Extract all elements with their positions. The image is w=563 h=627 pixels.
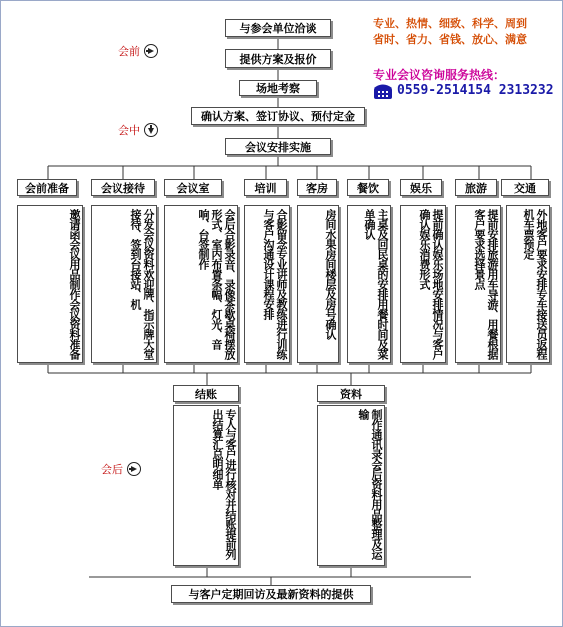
materials-header: 资料 — [317, 385, 385, 402]
stage-during-label: 会中 — [118, 124, 140, 137]
hotline-title: 专业会议咨询服务热线： — [373, 68, 506, 82]
category-header-meeting-room: 会议室 — [164, 179, 222, 196]
settlement-detail: 专人与客户进行核对并结账提前列出结算汇总明细单 — [173, 405, 239, 566]
arrow-right-icon — [144, 44, 158, 58]
stage-before-marker — [118, 43, 158, 59]
stage-after-marker — [101, 461, 141, 477]
category-detail-training: 合影留念专业讲师及教练进行训练与客户沟通设计课程安排 — [244, 205, 290, 363]
step-site-inspection: 场地考察 — [239, 80, 317, 96]
category-detail-rooms: 房间水果房间楼层及房号确认 — [297, 205, 339, 363]
stage-during-marker — [118, 122, 158, 138]
telephone-icon — [373, 82, 393, 100]
category-header-transport: 交通 — [501, 179, 549, 196]
category-header-preparation: 会前准备 — [17, 179, 77, 196]
category-header-training: 培训 — [244, 179, 287, 196]
settlement-header: 结账 — [173, 385, 239, 402]
stage-after-label: 会后 — [101, 463, 123, 476]
step-confirm-contract: 确认方案、签订协议、预付定金 — [191, 107, 365, 125]
arrow-right-icon — [127, 462, 141, 476]
slogan-line-1: 专业、热情、细致、科学、周到 — [373, 17, 527, 30]
final-followup: 与客户定期回访及最新资料的提供 — [171, 585, 371, 603]
step-implementation: 会议安排实施 — [225, 138, 331, 155]
category-detail-meeting-room: 会后合影录音、录像茶歇桌椅摆放形式、室内布置条幅、灯光、音响、台签制作 — [164, 205, 238, 363]
stage-before-label: 会前 — [118, 45, 140, 58]
category-detail-transport: 外地客户要求安排专车接送员返程机车票预定 — [506, 205, 550, 363]
category-detail-reception: 分发会议资料欢迎牌、指示牌大堂接待、签到台接站、机 — [91, 205, 157, 363]
category-header-reception: 会议接待 — [91, 179, 155, 196]
category-header-tourism: 旅游 — [455, 179, 497, 196]
category-detail-entertainment: 提前确认娱乐场地安排情况与客户确认娱乐消费形式 — [400, 205, 446, 363]
category-header-rooms: 客房 — [297, 179, 337, 196]
materials-detail: 制作通讯录会后资料用品整理及运输 — [317, 405, 385, 566]
slogan-line-2: 省时、省力、省钱、放心、满意 — [373, 33, 527, 46]
category-header-entertainment: 娱乐 — [400, 179, 442, 196]
category-detail-tourism: 提前安排旅游用车导游、用餐根据客户要求选择景点 — [455, 205, 501, 363]
arrow-down-icon — [144, 123, 158, 137]
step-negotiate: 与参会单位洽谈 — [225, 19, 331, 37]
step-proposal-quote: 提供方案及报价 — [225, 49, 331, 68]
category-detail-catering: 主桌及回民桌的安排用餐时间及菜单确认 — [347, 205, 391, 363]
category-detail-preparation: 邀请函会议用品制作会议资料准备 — [17, 205, 83, 363]
category-header-catering: 餐饮 — [347, 179, 389, 196]
hotline-numbers: 0559-2514154 2313232 — [397, 83, 554, 98]
